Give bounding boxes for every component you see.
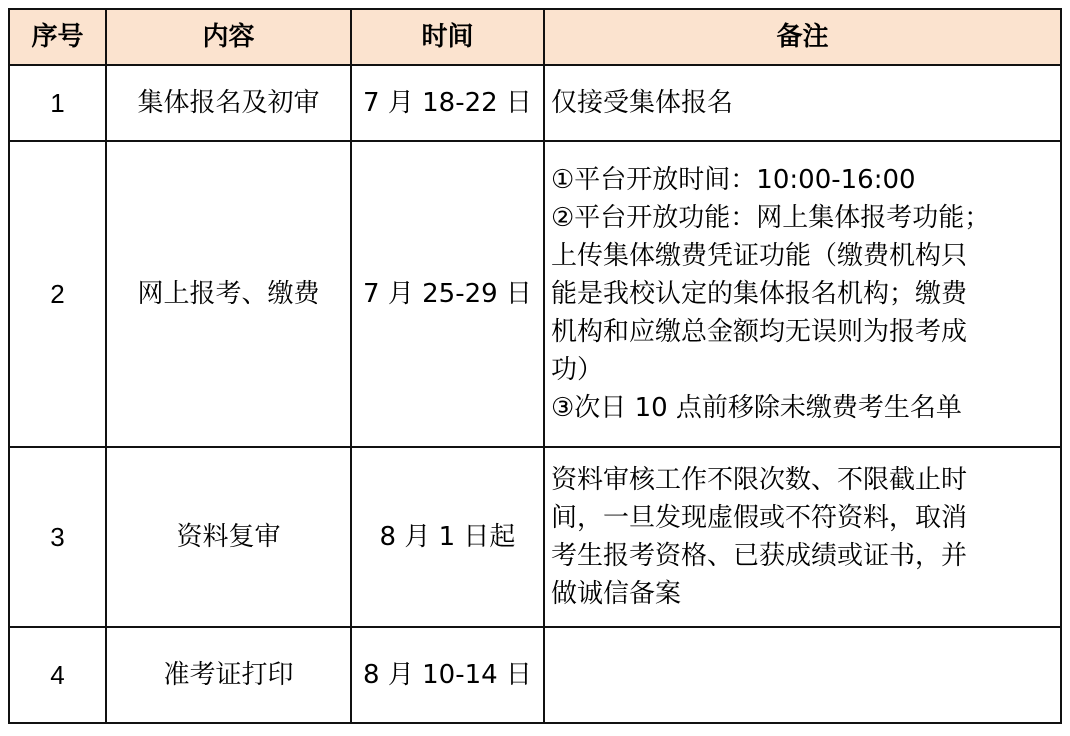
note-line: 考生报考资格、已获成绩或证书，并 [551, 541, 968, 571]
note-line: 机构和应缴总金额均无误则为报考成 [551, 317, 968, 347]
header-no: 序号 [9, 9, 106, 65]
note-line: ②平台开放功能：网上集体报考功能； [551, 203, 991, 233]
row-time: 8 月 1 日起 [351, 447, 544, 627]
table-row [9, 65, 1061, 141]
note-line: 间，一旦发现虚假或不符资料，取消 [551, 503, 968, 533]
note-line: 上传集体缴费凭证功能（缴费机构只 [551, 241, 968, 271]
note-line: ③次日 10 点前移除未缴费考生名单 [551, 393, 962, 423]
header-note: 备注 [544, 9, 1061, 65]
note-line: 做诚信备案 [551, 579, 682, 609]
row-number: 4 [9, 627, 106, 723]
header-row [9, 9, 1061, 65]
row-note [544, 447, 1061, 627]
row-note [544, 65, 1061, 141]
header-content: 内容 [106, 9, 351, 65]
row-time: 7 月 25-29 日 [351, 141, 544, 447]
row-note [544, 141, 1061, 447]
schedule-table [8, 8, 1062, 724]
row-time: 8 月 10-14 日 [351, 627, 544, 723]
table-row [9, 141, 1061, 447]
note-line: 能是我校认定的集体报名机构；缴费 [551, 279, 968, 309]
row-content: 网上报考、缴费 [106, 141, 351, 447]
row-content: 资料复审 [106, 447, 351, 627]
note-line: ①平台开放时间：10:00-16:00 [551, 165, 916, 195]
note-line: 功） [551, 355, 604, 385]
row-number: 2 [9, 141, 106, 447]
note-line: 资料审核工作不限次数、不限截止时 [551, 465, 968, 495]
row-content: 集体报名及初审 [106, 65, 351, 141]
row-note-empty [544, 627, 1061, 723]
row-time: 7 月 18-22 日 [351, 65, 544, 141]
note-line: 仅接受集体报名 [551, 88, 734, 118]
row-number: 3 [9, 447, 106, 627]
table-row [9, 447, 1061, 627]
row-number: 1 [9, 65, 106, 141]
table-row [9, 627, 1061, 723]
header-time: 时间 [351, 9, 544, 65]
row-content: 准考证打印 [106, 627, 351, 723]
